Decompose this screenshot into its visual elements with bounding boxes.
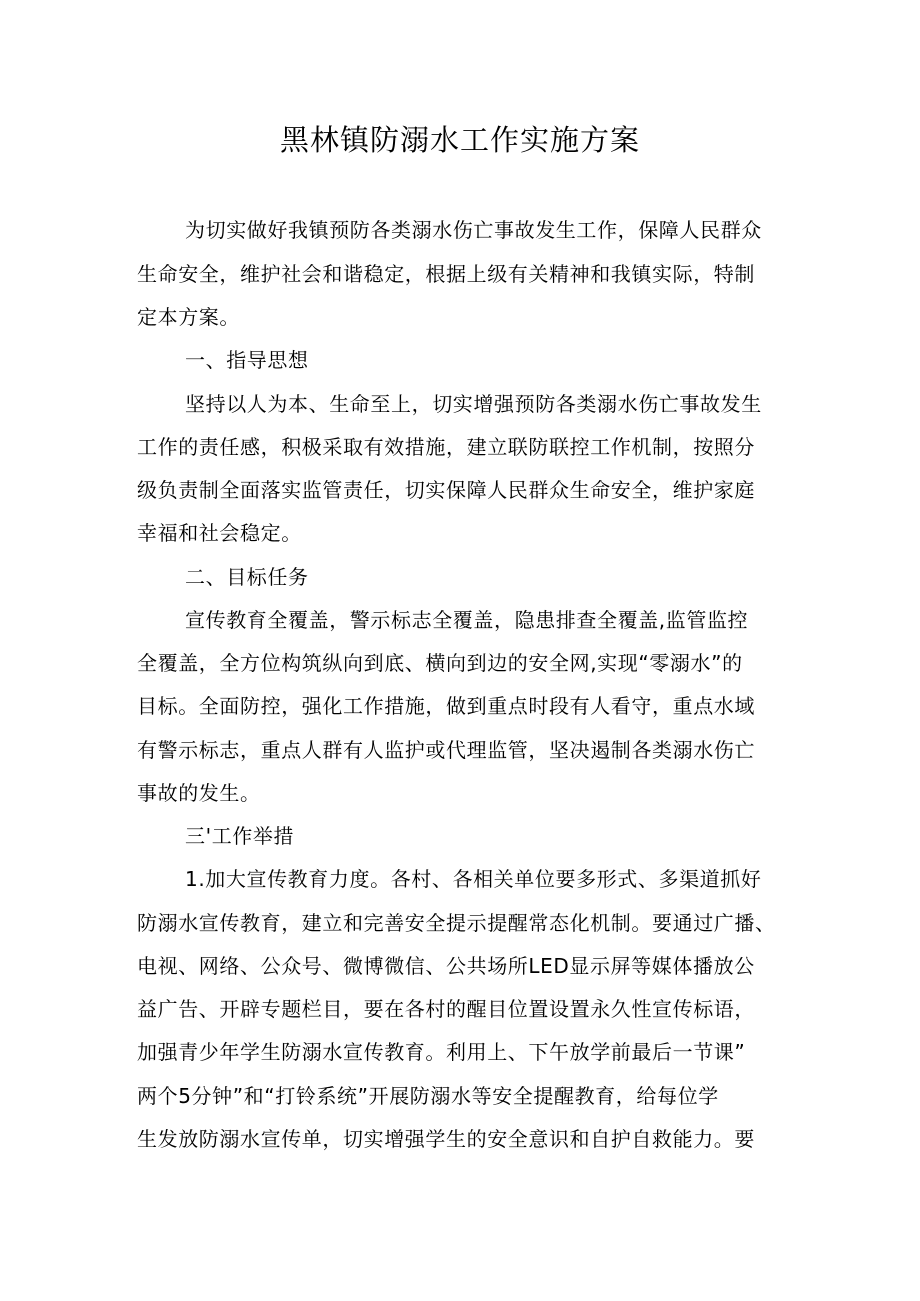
paragraph-line: 宣传教育全覆盖，警示标志全覆盖，隐患排查全覆盖,监管监控: [185, 608, 749, 632]
paragraph-line: 目标。全面防控，强化工作措施，做到重点时段有人看守，重点水域: [137, 694, 755, 718]
paragraph-line: 防溺水宣传教育，建立和完善安全提示提醒常态化机制。要通过广播、: [137, 911, 776, 935]
section-heading: 一、指导思想: [185, 348, 309, 372]
paragraph-line: 工作的责任感，积极采取有效措施，建立联防联控工作机制，按照分: [137, 435, 755, 459]
section-heading: 三'工作举措: [185, 824, 295, 848]
paragraph-line: 有警示标志，重点人群有人监护或代理监管，坚决遏制各类溺水伤亡: [137, 738, 755, 762]
paragraph-line: 为切实做好我镇预防各类溺水伤亡事故发生工作，保障人民群众: [185, 218, 762, 242]
paragraph-line: 两个5分钟”和“打铃系统”开展防溺水等安全提醒教育，给每位学: [137, 1084, 719, 1108]
paragraph-line: 益广告、开辟专题栏目，要在各村的醒目位置设置永久性宣传标语，: [137, 997, 755, 1021]
paragraph-line: 电视、网络、公众号、微博微信、公共场所LED显示屏等媒体播放公: [137, 954, 755, 978]
paragraph-line: 加强青少年学生防溺水宣传教育。利用上、下午放学前最后一节课”: [137, 1040, 746, 1064]
paragraph-line: 幸福和社会稳定。: [137, 521, 302, 545]
paragraph-line: 级负责制全面落实监管责任，切实保障人民群众生命安全，维护家庭: [137, 478, 755, 502]
paragraph-line: 坚持以人为本、生命至上，切实增强预防各类溺水伤亡事故发生: [185, 392, 762, 416]
section-heading: 二、目标任务: [185, 565, 309, 589]
paragraph-line: 生发放防溺水宣传单，切实增强学生的安全意识和自护自救能力。要: [137, 1127, 755, 1151]
document-title: 黑林镇防溺水工作实施方案: [279, 123, 640, 157]
paragraph-line: 定本方案。: [137, 305, 240, 329]
paragraph-line: 全覆盖，全方位构筑纵向到底、横向到边的安全网,实现“零溺水”的: [137, 651, 743, 675]
paragraph-line: 事故的发生。: [137, 781, 261, 805]
paragraph-line: 1.加大宣传教育力度。各村、各相关单位要多形式、多渠道抓好: [185, 867, 762, 891]
paragraph-line: 生命安全，维护社会和谐稳定，根据上级有关精神和我镇实际，特制: [137, 262, 755, 286]
